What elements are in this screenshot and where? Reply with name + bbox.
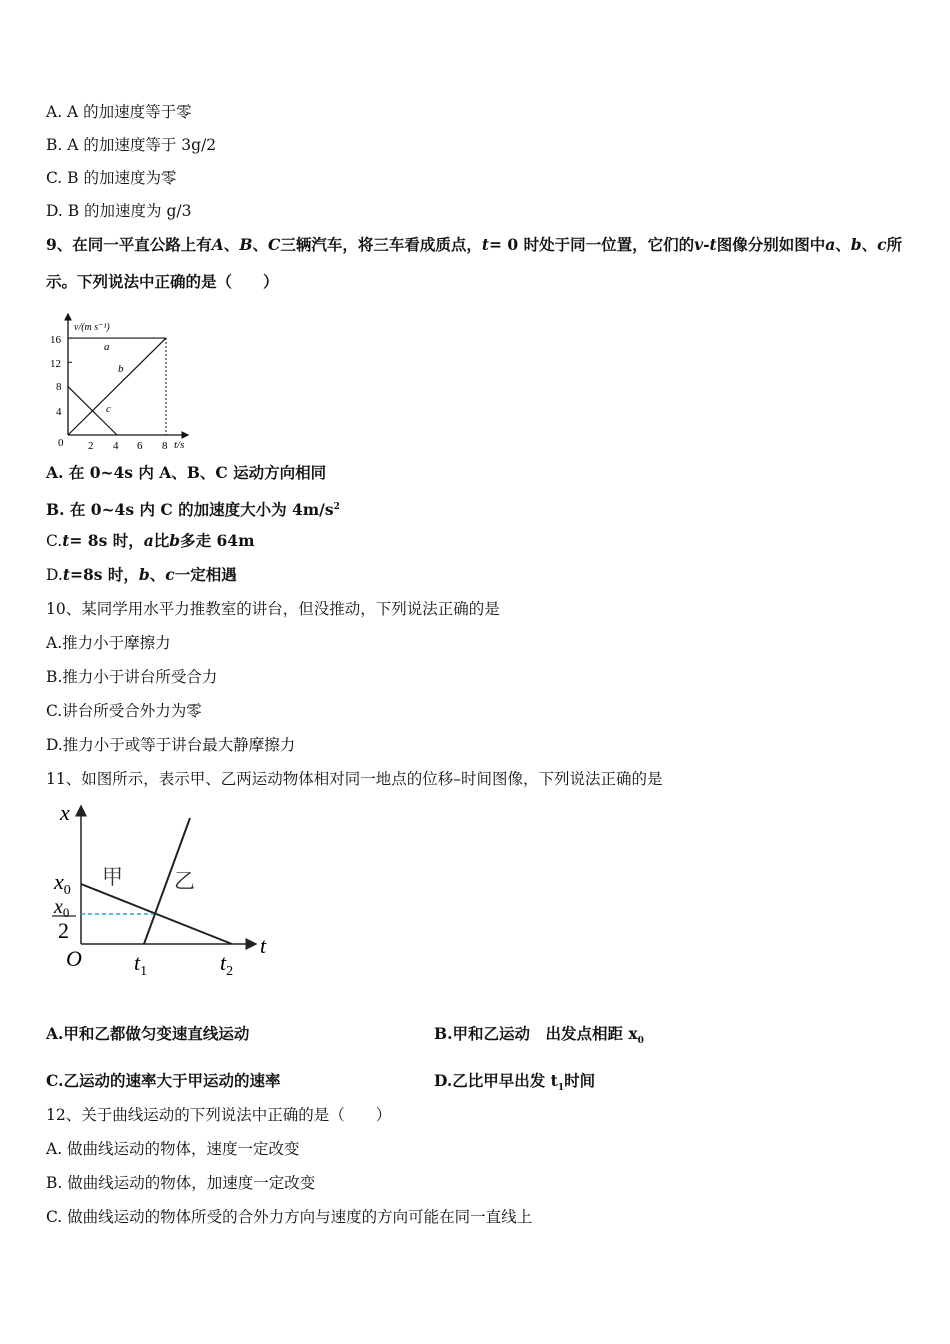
q9-vt: v-t bbox=[694, 235, 717, 254]
q11-t1-var: t bbox=[134, 950, 141, 975]
q11-t2-var: t bbox=[220, 950, 227, 975]
q11-yaxis-label: x bbox=[60, 800, 70, 825]
q9-option-c-text: 比 bbox=[153, 531, 170, 550]
q11-t1-label bbox=[134, 950, 147, 979]
q9-ytick-8: 8 bbox=[56, 381, 62, 393]
q9-option-d-text: 、 bbox=[149, 565, 166, 584]
q9-option-b-text: B. 在 0~4s 内 C 的加速度大小为 4m/s bbox=[46, 500, 334, 520]
q10-option-c: C.讲台所受合外力为零 bbox=[46, 702, 202, 720]
q11-t2-sub: 2 bbox=[226, 964, 234, 979]
q9-line-b-label: b bbox=[118, 363, 124, 375]
q9-origin: 0 bbox=[58, 437, 64, 449]
q8-option-a: A. A 的加速度等于零 bbox=[46, 103, 192, 121]
q11-option-d bbox=[434, 1070, 595, 1099]
q9-option-c-b: b bbox=[169, 531, 181, 550]
q9-option-d-label: D. bbox=[46, 566, 63, 584]
q11-option-d-sub: 1 bbox=[557, 1083, 565, 1094]
q11-jia-label: 甲 bbox=[102, 865, 123, 889]
q11-option-b bbox=[434, 1023, 644, 1052]
q9-option-d-c: c bbox=[165, 565, 175, 584]
q9-xlabel: t/s bbox=[174, 439, 185, 451]
q9-option-c bbox=[46, 530, 254, 552]
q9-stem-text: 三辆汽车，将三车看成质点， bbox=[280, 235, 482, 254]
q9-line-a-label: a bbox=[104, 341, 110, 353]
q9-series-b bbox=[68, 338, 166, 435]
q11-xt-graph bbox=[46, 798, 286, 983]
q9-line-c-label: c bbox=[106, 403, 111, 415]
q11-taxis-label: t bbox=[260, 933, 267, 958]
q9-xtick-6: 6 bbox=[137, 440, 143, 452]
q11-half-num-sub: 0 bbox=[62, 905, 70, 920]
q9-option-d-t: t bbox=[62, 565, 70, 584]
q9-car-b: B bbox=[239, 235, 253, 254]
q9-stem-text: = 0 时处于同一位置，它们的 bbox=[489, 235, 695, 254]
q11-stem: 11、如图所示，表示甲、乙两运动物体相对同一地点的位移–时间图像，下列说法正确的是 bbox=[46, 770, 663, 788]
q11-option-d-text: 时间 bbox=[564, 1071, 596, 1090]
q9-sep: 、 bbox=[223, 235, 240, 254]
q10-stem: 10、某同学用水平力推教室的讲台，但没推动，下列说法正确的是 bbox=[46, 600, 500, 618]
q11-option-a: A.甲和乙都做匀变速直线运动 bbox=[46, 1024, 250, 1043]
q11-option-b-sub: 0 bbox=[637, 1036, 644, 1047]
q9-stem-line1 bbox=[46, 234, 902, 256]
q9-option-d-b: b bbox=[138, 565, 150, 584]
q9-option-a: A. 在 0~4s 内 A、B、C 运动方向相同 bbox=[46, 463, 327, 482]
q11-half-num bbox=[53, 896, 69, 920]
q10-option-a: A.推力小于摩擦力 bbox=[46, 634, 171, 652]
q9-option-d bbox=[46, 564, 237, 586]
q8-option-b: B. A 的加速度等于 3g/2 bbox=[46, 136, 217, 154]
q11-yi-label: 乙 bbox=[174, 869, 195, 893]
q12-option-a: A. 做曲线运动的物体，速度一定改变 bbox=[46, 1140, 300, 1158]
q9-sep: 、 bbox=[835, 235, 851, 254]
q11-half-num-var: x bbox=[54, 896, 63, 918]
q9-option-c-t: t bbox=[62, 531, 70, 550]
q10-option-b: B.推力小于讲台所受合力 bbox=[46, 668, 218, 686]
q9-xtick-8: 8 bbox=[162, 440, 168, 452]
q11-x0-label bbox=[53, 869, 71, 898]
q11-option-d-text: D.乙比甲早出发 t bbox=[434, 1071, 558, 1090]
q9-xtick-4: 4 bbox=[113, 440, 119, 452]
q9-t-var: t bbox=[481, 235, 489, 254]
q9-car-c: C bbox=[267, 235, 281, 254]
q12-stem: 12、关于曲线运动的下列说法中正确的是（ ） bbox=[46, 1106, 392, 1124]
q9-option-c-label: C. bbox=[46, 532, 63, 550]
q10-option-d: D.推力小于或等于讲台最大静摩擦力 bbox=[46, 736, 296, 754]
q9-option-d-text: =8s 时， bbox=[69, 565, 139, 584]
q8-option-c: C. B 的加速度为零 bbox=[46, 169, 177, 187]
q9-option-d-text: 一定相遇 bbox=[174, 565, 237, 584]
q9-stem-text: 图像分别如图中 bbox=[716, 235, 826, 254]
q11-option-b-text: B.甲和乙运动 出发点相距 x bbox=[434, 1024, 638, 1043]
q9-stem-text: 所 bbox=[886, 235, 903, 254]
q9-sep: 、 bbox=[252, 235, 268, 254]
q9-stem-line2: 示。下列说法中正确的是（ ） bbox=[46, 272, 279, 291]
q9-option-c-text: 多走 64m bbox=[180, 531, 255, 550]
q11-origin: O bbox=[66, 946, 82, 971]
q9-line-a-ref: a bbox=[825, 235, 836, 254]
q9-option-c-text: = 8s 时， bbox=[69, 531, 144, 550]
q12-option-c: C. 做曲线运动的物体所受的合外力方向与速度的方向可能在同一直线上 bbox=[46, 1208, 533, 1226]
q11-x0-sub: 0 bbox=[63, 883, 71, 898]
q12-option-b: B. 做曲线运动的物体，加速度一定改变 bbox=[46, 1174, 316, 1192]
q8-option-d: D. B 的加速度为 g/3 bbox=[46, 202, 192, 220]
q9-stem-text: 9、在同一平直公路上有 bbox=[46, 235, 212, 254]
q9-option-b-sup: 2 bbox=[333, 502, 340, 512]
q9-ytick-16: 16 bbox=[50, 334, 61, 346]
q9-line-b-ref: b bbox=[850, 235, 862, 254]
q11-x0-var: x bbox=[54, 869, 64, 894]
q9-xtick-2: 2 bbox=[88, 440, 94, 452]
q9-ylabel: v/(m s⁻¹) bbox=[74, 322, 110, 333]
q9-line-c-ref: c bbox=[877, 235, 887, 254]
q11-t2-label bbox=[220, 950, 233, 979]
q11-half-den: 2 bbox=[58, 918, 69, 943]
q9-ytick-12: 12 bbox=[50, 358, 61, 370]
q9-option-c-a: a bbox=[143, 531, 154, 550]
q9-vt-graph bbox=[46, 308, 196, 456]
q9-ytick-4: 4 bbox=[56, 406, 62, 418]
q9-sep: 、 bbox=[861, 235, 878, 254]
q11-t1-sub: 1 bbox=[140, 964, 148, 979]
q11-option-c: C.乙运动的速率大于甲运动的速率 bbox=[46, 1071, 281, 1090]
q9-option-b bbox=[46, 496, 340, 521]
q9-car-a: A bbox=[211, 235, 224, 254]
